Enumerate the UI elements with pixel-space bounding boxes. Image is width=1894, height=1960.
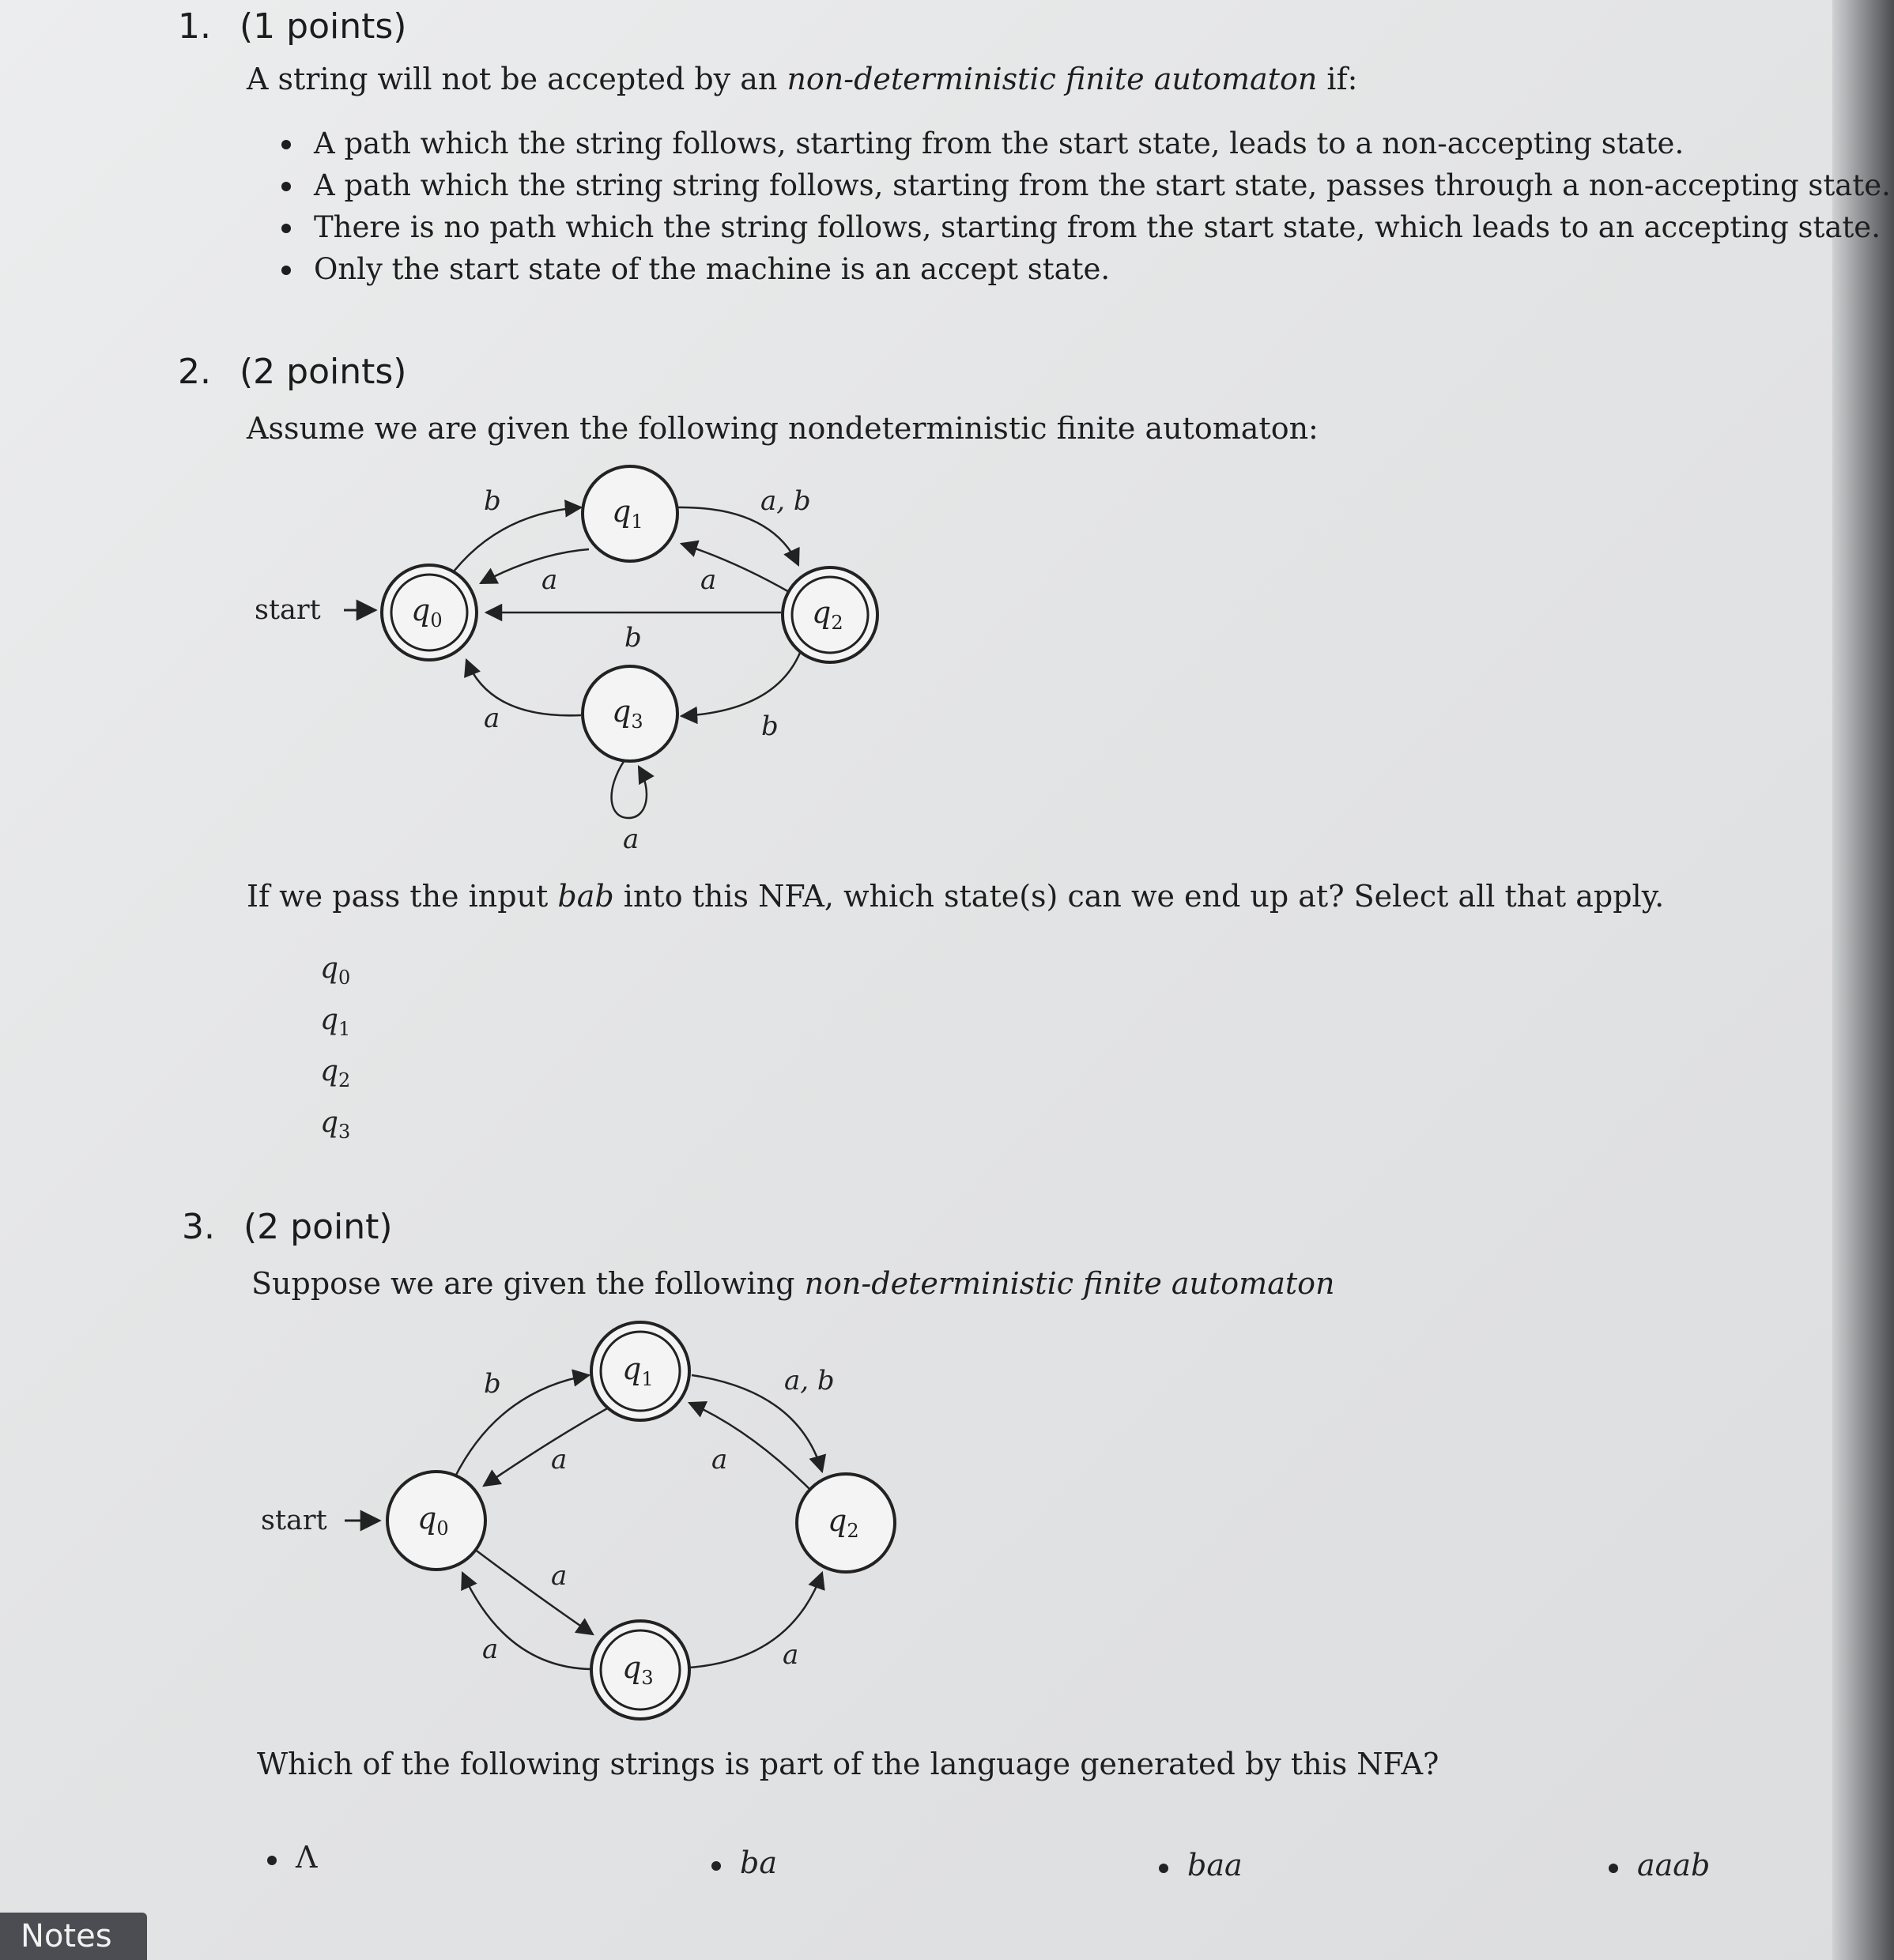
- svg-text:q0: $q_0$: [417, 1501, 449, 1540]
- q3-stem-em: non-deterministic finite automaton: [804, 1266, 1335, 1301]
- svg-text:q1: $q_1$: [622, 1351, 654, 1390]
- q3-edge-q2-q1: [689, 1403, 810, 1490]
- svg-text:q0: $q_0$: [411, 593, 443, 631]
- q1-points: (1 points): [240, 6, 407, 47]
- q2-option-q0[interactable]: $q_0$: [320, 952, 351, 989]
- q1-number: 1.: [178, 6, 211, 47]
- q2-label-q1-q2: a, b: [760, 485, 811, 517]
- svg-text:q3: $q_3$: [622, 1650, 654, 1689]
- q2-start-label: start: [255, 594, 321, 626]
- q2-label-q2-q1: a: [700, 564, 717, 596]
- q2-question-post: into this NFA, which state(s) can we end up at? Select all that apply.: [613, 879, 1665, 914]
- svg-text:q1: $q_1$: [612, 494, 643, 533]
- q3-state-q1: [591, 1322, 689, 1420]
- q3-edge-q0-q1: [455, 1375, 589, 1478]
- q3-start-label: start: [261, 1505, 327, 1536]
- q2-label-q1-q0: a: [541, 564, 558, 596]
- q3-label-q0-q1: b: [484, 1368, 501, 1400]
- q1-stem-pre: A string will not be accepted by an: [247, 62, 787, 96]
- q3-label-q3-q0: a: [482, 1634, 499, 1665]
- q3-nfa-diagram: [0, 0, 949, 1739]
- q3-label-q0-q3: a: [551, 1560, 568, 1592]
- q2-label-q2-q0: b: [624, 622, 642, 654]
- q3-state-q3: [591, 1621, 689, 1719]
- q2-option-q3[interactable]: $q_3$: [320, 1106, 351, 1144]
- q2-stem: Assume we are given the following nondeterministic finite automaton:: [247, 411, 1319, 446]
- q2-question-pre: If we pass the input: [247, 879, 558, 914]
- q2-option-q1[interactable]: $q_1$: [320, 1004, 351, 1041]
- q3-option-ba[interactable]: ba: [711, 1845, 777, 1880]
- q3-points: (2 point): [243, 1207, 393, 1247]
- q1-option[interactable]: A path which the string string follows, starting from the start state, passes through a non-accepting state.: [278, 164, 1891, 206]
- svg-text:q2: $q_2$: [812, 595, 843, 634]
- q3-state-q0: [387, 1472, 485, 1570]
- q2-option-q2[interactable]: $q_2$: [320, 1055, 351, 1092]
- q1-stem-em: non-deterministic finite automaton: [787, 62, 1318, 96]
- page-edge: [1832, 0, 1894, 1960]
- q2-number: 2.: [178, 352, 211, 392]
- svg-text:q3: $q_3$: [612, 694, 643, 733]
- q2-points: (2 points): [240, 352, 407, 392]
- q2-label-q0-q1: b: [484, 485, 501, 517]
- q3-edge-q1-q0: [484, 1407, 610, 1486]
- q3-option-baa[interactable]: baa: [1159, 1848, 1243, 1883]
- q2-label-q3-q0: a: [484, 703, 500, 734]
- q2-question-em: bab: [557, 879, 614, 914]
- q1-stem-post: if:: [1317, 62, 1358, 96]
- q3-option-aaab[interactable]: aaab: [1609, 1848, 1710, 1883]
- q3-label-q1-q2: a, b: [784, 1365, 835, 1396]
- notes-tab[interactable]: Notes: [0, 1913, 147, 1960]
- q2-label-q2-q3: b: [761, 710, 779, 742]
- q1-option[interactable]: Only the start state of the machine is an accept state.: [278, 248, 1891, 290]
- q3-label-q2-q1: a: [711, 1444, 728, 1476]
- q2-label-q3-loop: a: [623, 824, 640, 855]
- q3-label-q3-q2: a: [783, 1639, 799, 1671]
- q3-number: 3.: [182, 1207, 215, 1247]
- q3-state-q2: [797, 1474, 895, 1572]
- q3-label-q1-q0: a: [551, 1444, 568, 1476]
- q3-edge-q3-q2: [689, 1573, 822, 1668]
- q1-option[interactable]: A path which the string follows, starting from the start state, leads to a non-accepting state.: [278, 122, 1891, 164]
- q3-stem-pre: Suppose we are given the following: [251, 1266, 805, 1301]
- svg-text:q2: $q_2$: [828, 1503, 859, 1542]
- q3-question: Which of the following strings is part of the language generated by this NFA?: [257, 1747, 1439, 1781]
- q1-option[interactable]: There is no path which the string follows, starting from the start state, which leads to an accepting state.: [278, 206, 1891, 248]
- q3-option-lambda[interactable]: Λ: [267, 1840, 317, 1875]
